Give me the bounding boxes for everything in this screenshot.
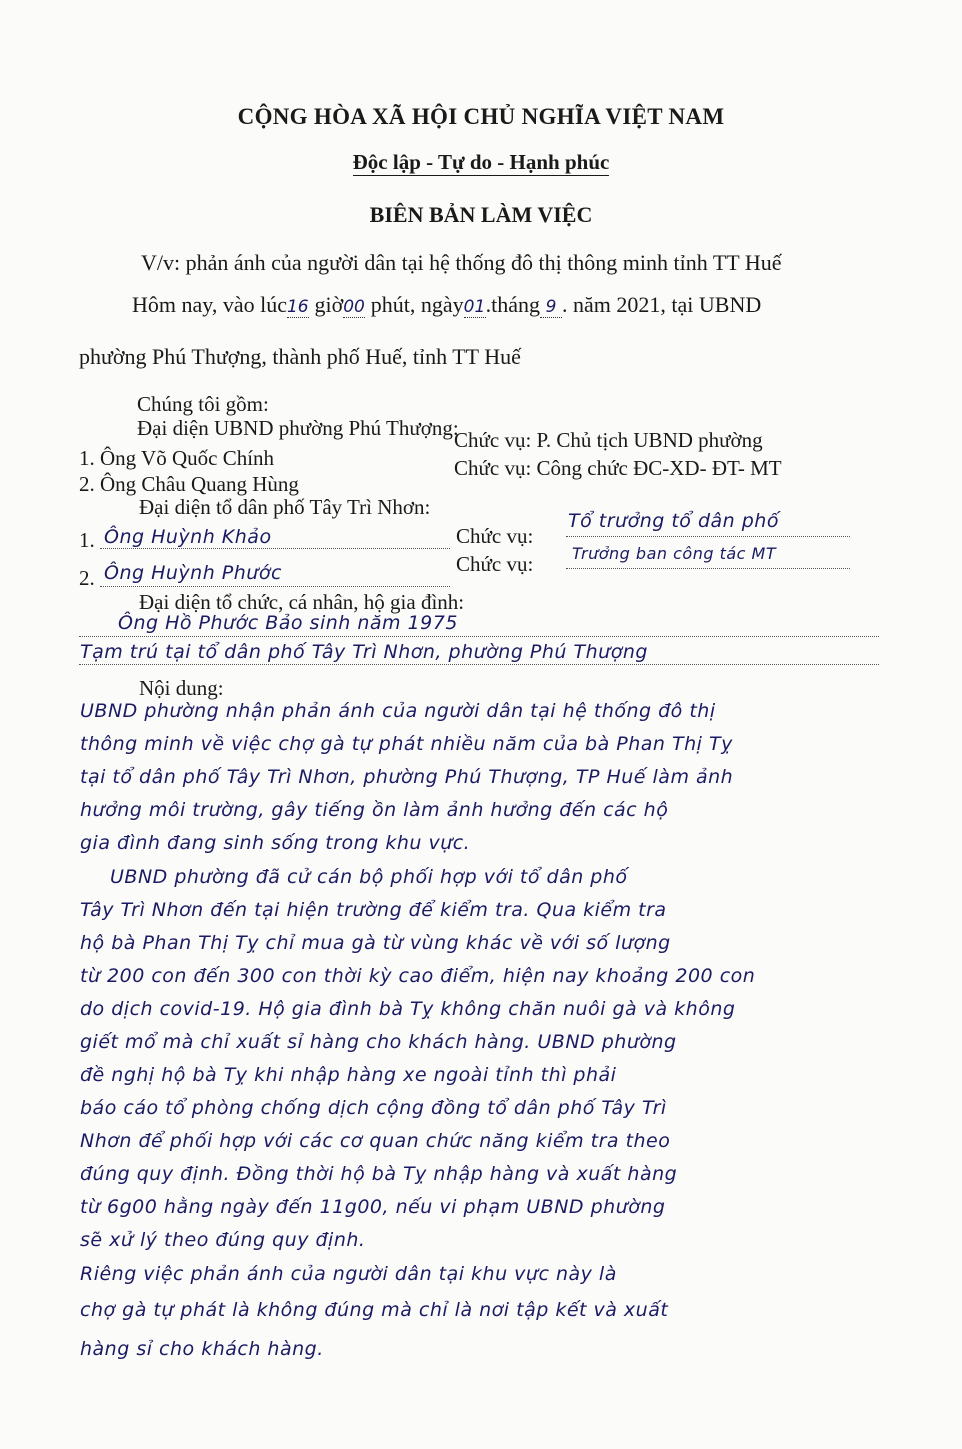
street-rep-title: Đại diện tổ dân phố Tây Trì Nhơn: xyxy=(139,495,431,519)
ward-rep-1-name: 1. Ông Võ Quốc Chính xyxy=(79,446,275,470)
content-line: Tây Trì Nhơn đến tại hiện trường để kiểm tra. Qua kiểm tra xyxy=(80,899,667,921)
citizen-title: Đại diện tổ chức, cá nhân, hộ gia đình: xyxy=(139,590,465,614)
ward-rep-2-name: 2. Ông Châu Quang Hùng xyxy=(79,472,299,496)
document-title: BIÊN BẢN LÀM VIỆC xyxy=(369,202,593,227)
opening-minute: 00 xyxy=(343,297,365,317)
opening-hour: 16 xyxy=(286,297,309,317)
street-rep-2-role: Trưởng ban công tác MT xyxy=(572,544,777,563)
ward-rep-1-role: Chức vụ: P. Chủ tịch UBND phường xyxy=(454,428,763,452)
content-line: hộ bà Phan Thị Tỵ chỉ mua gà từ vùng khác về với số lượng xyxy=(80,932,671,954)
street-rep-1-num: 1. xyxy=(79,528,95,552)
citizen-line-2: Tạm trú tại tổ dân phố Tây Trì Nhơn, phường Phú Thượng xyxy=(80,641,648,663)
opening-minute-label: phút, ngày xyxy=(370,292,464,317)
content-line: tại tổ dân phố Tây Trì Nhơn, phường Phú Thượng, TP Huế làm ảnh xyxy=(80,766,734,788)
subject-line: V/v: phản ánh của người dân tại hệ thống đô thị thông minh tỉnh TT Huế xyxy=(141,250,782,275)
content-line: đề nghị hộ bà Tỵ khi nhập hàng xe ngoài tỉnh thì phải xyxy=(80,1064,617,1086)
content-line: sẽ xử lý theo đúng quy định. xyxy=(80,1229,366,1251)
fill-line xyxy=(79,636,879,637)
opening-year: . năm 2021, tại UBND xyxy=(562,292,762,317)
motto-text: Độc lập - Tự do - Hạnh phúc xyxy=(352,150,610,174)
content-line: giết mổ mà chỉ xuất sỉ hàng cho khách hàng. UBND phường xyxy=(80,1031,677,1053)
fill-line xyxy=(100,586,450,587)
content-line: Riêng việc phản ánh của người dân tại khu vực này là xyxy=(80,1263,617,1285)
members-intro: Chúng tôi gồm: xyxy=(137,392,269,416)
street-rep-2-role-label: Chức vụ: xyxy=(456,552,534,576)
street-rep-2-num: 2. xyxy=(79,566,95,590)
ward-rep-title: Đại diện UBND phường Phú Thượng: xyxy=(137,416,459,440)
content-line: do dịch covid-19. Hộ gia đình bà Tỵ không chăn nuôi gà và không xyxy=(80,998,736,1020)
content-line: gia đình đang sinh sống trong khu vực. xyxy=(80,832,471,854)
motto xyxy=(0,150,962,175)
opening-month-label: .tháng xyxy=(485,292,541,317)
fill-line xyxy=(79,664,879,665)
content-line: Nhơn để phối hợp với các cơ quan chức năng kiểm tra theo xyxy=(80,1130,671,1152)
content-line: UBND phường đã cử cán bộ phối hợp với tổ dân phố xyxy=(110,866,628,888)
street-rep-1-name: Ông Huỳnh Khảo xyxy=(104,526,272,548)
opening-prefix: Hôm nay, vào lúc xyxy=(132,292,287,317)
citizen-line-1: Ông Hồ Phước Bảo sinh năm 1975 xyxy=(118,612,458,634)
street-rep-1-role-label: Chức vụ: xyxy=(456,524,534,548)
opening-day: 01 xyxy=(463,297,486,317)
content-line: chợ gà tự phát là không đúng mà chỉ là nơi tập kết và xuất xyxy=(80,1299,669,1321)
opening-line-1 xyxy=(132,292,761,318)
content-line: thông minh về việc chợ gà tự phát nhiều năm của bà Phan Thị Tỵ xyxy=(80,733,733,755)
opening-line-2: phường Phú Thượng, thành phố Huế, tỉnh TT Huế xyxy=(79,344,521,369)
fill-line xyxy=(566,536,850,537)
fill-line xyxy=(100,548,450,549)
content-line: hàng sỉ cho khách hàng. xyxy=(80,1338,324,1360)
content-line: báo cáo tổ phòng chống dịch cộng đồng tổ dân phố Tây Trì xyxy=(80,1097,667,1119)
street-rep-1-role: Tổ trưởng tổ dân phố xyxy=(568,510,779,532)
content-label: Nội dung: xyxy=(139,676,224,700)
opening-hour-label: giờ xyxy=(314,292,344,317)
content-line: đúng quy định. Đồng thời hộ bà Tỵ nhập hàng và xuất hàng xyxy=(80,1163,678,1185)
ward-rep-2-role: Chức vụ: Công chức ĐC-XD- ĐT- MT xyxy=(454,456,782,480)
content-line: từ 6g00 hằng ngày đến 11g00, nếu vi phạm UBND phường xyxy=(80,1196,666,1218)
street-rep-2-name: Ông Huỳnh Phước xyxy=(104,562,282,584)
content-line: hưởng môi trường, gây tiếng ồn làm ảnh hưởng đến các hộ xyxy=(80,799,669,821)
nation-header: CỘNG HÒA XÃ HỘI CHỦ NGHĨA VIỆT NAM xyxy=(237,104,725,129)
content-line: từ 200 con đến 300 con thời kỳ cao điểm, hiện nay khoảng 200 con xyxy=(80,965,756,987)
content-line: UBND phường nhận phản ánh của người dân tại hệ thống đô thị xyxy=(80,700,716,722)
opening-month: 9 xyxy=(540,297,562,318)
fill-line xyxy=(566,568,850,569)
